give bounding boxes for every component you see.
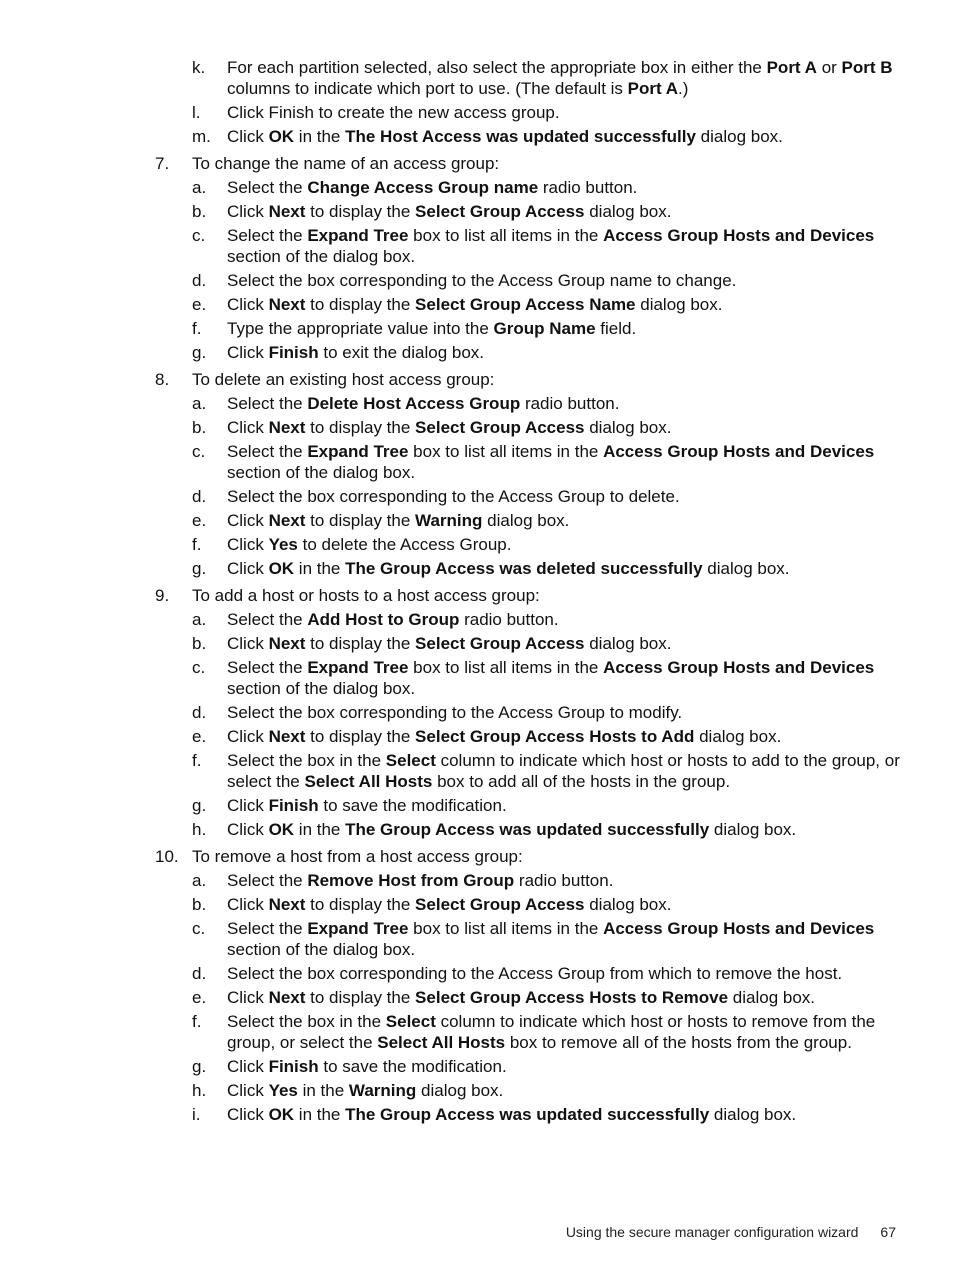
ui-term: Warning [348,1081,417,1100]
substep-letter: d. [192,487,207,506]
text-run: Select the [227,178,308,197]
ui-term: Delete Host Access Group [307,394,521,413]
text-run: section of the dialog box. [227,940,416,959]
text-run: dialog box. [584,634,672,653]
substep-item [155,201,900,222]
ui-term: Add Host to Group [307,610,460,629]
text-run: Select the [227,919,308,938]
ui-term: OK [268,1105,295,1124]
item-text [227,487,680,506]
substep-item [155,102,900,123]
text-run: Click [227,988,269,1007]
item-text [227,58,893,98]
item-text [227,271,736,290]
ui-term: Finish [268,1057,319,1076]
item-text [227,871,613,890]
item-text [227,202,671,221]
text-run: Click [227,634,269,653]
text-run: Select the box in the [227,1012,386,1031]
ui-term: Change Access Group name [307,178,539,197]
text-run: section of the dialog box. [227,463,416,482]
text-run: in the [297,1081,349,1100]
ui-term: Yes [268,1081,298,1100]
substep-item [155,318,900,339]
text-run: Click [227,1057,269,1076]
ui-term: Select Group Access Hosts to Add [415,727,695,746]
text-run: to save the modification. [318,796,507,815]
ui-term: Select All Hosts [377,1033,506,1052]
item-text [227,727,781,746]
text-run: to display the [305,727,416,746]
ui-term: Port A [627,79,679,98]
substep-item [155,270,900,291]
substep-item [155,534,900,555]
text-run: Select the [227,394,308,413]
ui-term: Expand Tree [307,226,409,245]
step-number: 8. [155,370,170,389]
step-item [155,585,900,606]
ui-term: Remove Host from Group [307,871,515,890]
footer-title: Using the secure manager configuration wizard [565,1224,859,1240]
text-run: Click [227,343,269,362]
text-run: Click [227,535,269,554]
substep-letter: g. [192,796,207,815]
substep-letter: f. [192,535,202,554]
item-text [192,370,494,389]
text-run: in the [294,820,346,839]
ui-term: The Group Access was deleted successfully [345,559,703,578]
text-run: field. [595,319,637,338]
text-run: to exit the dialog box. [318,343,485,362]
text-run: Click [227,559,269,578]
text-run: dialog box. [482,511,570,530]
text-run: to display the [305,418,416,437]
step-number: 10. [155,847,179,866]
item-text [227,559,790,578]
ui-term: Next [268,511,306,530]
text-run: dialog box. [584,418,672,437]
item-text [227,442,874,482]
ui-term: Select All Hosts [304,772,433,791]
substep-item [155,870,900,891]
step-number: 9. [155,586,170,605]
ui-term: Select Group Access [415,634,585,653]
text-run: to display the [305,202,416,221]
text-run: dialog box. [709,1105,797,1124]
ui-term: Expand Tree [307,442,409,461]
text-run: box to remove all of the hosts from the group. [505,1033,852,1052]
text-run: dialog box. [694,727,782,746]
item-text [227,295,722,314]
item-text [227,535,511,554]
substep-item [155,1056,900,1077]
substep-item [155,225,900,267]
text-run: dialog box. [695,127,783,146]
item-text [227,1081,503,1100]
item-text [227,658,874,698]
text-run: To add a host or hosts to a host access group: [192,586,540,605]
text-run: columns to indicate which port to use. (The default is [227,79,628,98]
text-run: column to indicate which host or hosts to add to the group, or select the [227,751,900,791]
substep-letter: f. [192,751,202,770]
substep-letter: b. [192,418,207,437]
ui-term: Select Group Access Name [415,295,636,314]
ui-term: Next [268,295,306,314]
substep-item [155,177,900,198]
substep-letter: d. [192,271,207,290]
text-run: To change the name of an access group: [192,154,500,173]
text-run: Type the appropriate value into the [227,319,494,338]
substep-item [155,441,900,483]
ui-term: Next [268,727,306,746]
ui-term: Next [268,895,306,914]
text-run: Select the box corresponding to the Access Group name to change. [227,271,737,290]
text-run: Click [227,202,269,221]
ui-term: OK [268,559,295,578]
ui-term: Port A [766,58,817,77]
substep-item [155,750,900,792]
text-run: Click [227,796,269,815]
substep-item [155,126,900,147]
substep-item [155,57,900,99]
substep-item [155,918,900,960]
text-run: box to list all items in the [408,658,604,677]
text-run: For each partition selected, also select the appropriate box in either the [227,58,767,77]
text-run: box to list all items in the [408,226,604,245]
text-run: radio button. [520,394,620,413]
item-text [227,796,507,815]
step-item [155,846,900,867]
item-text [227,1057,507,1076]
item-text [192,586,540,605]
substep-item [155,633,900,654]
text-run: section of the dialog box. [227,247,416,266]
text-run: to display the [305,295,416,314]
item-text [227,127,783,146]
item-text [227,319,636,338]
page-footer [566,1222,896,1243]
ui-term: Group Name [493,319,596,338]
substep-item [155,486,900,507]
text-run: dialog box. [635,295,723,314]
procedure-list [155,54,900,1125]
text-run: radio button. [538,178,638,197]
substep-item [155,795,900,816]
text-run: to save the modification. [318,1057,507,1076]
substep-letter: a. [192,178,207,197]
substep-letter: a. [192,610,207,629]
text-run: Click [227,295,269,314]
item-text [227,103,560,122]
substep-letter: g. [192,1057,207,1076]
substep-item [155,657,900,699]
ui-term: Expand Tree [307,919,409,938]
substep-letter: e. [192,988,207,1007]
ui-term: Port B [841,58,893,77]
text-run: dialog box. [584,202,672,221]
substep-item [155,609,900,630]
text-run: Select the [227,871,308,890]
text-run: box to list all items in the [408,919,604,938]
ui-term: Select Group Access [415,202,585,221]
substep-letter: i. [192,1105,201,1124]
substep-letter: k. [192,58,206,77]
text-run: in the [294,1105,346,1124]
substep-letter: d. [192,964,207,983]
substep-letter: h. [192,820,207,839]
text-run: radio button. [459,610,559,629]
text-run: To delete an existing host access group: [192,370,495,389]
text-run: Select the box corresponding to the Access Group from which to remove the host. [227,964,843,983]
ui-term: Access Group Hosts and Devices [603,658,875,677]
item-text [227,226,874,266]
substep-letter: e. [192,511,207,530]
step-number: 7. [155,154,170,173]
ui-term: Yes [268,535,298,554]
text-run: Select the box in the [227,751,386,770]
substep-letter: a. [192,871,207,890]
item-text [227,394,619,413]
substep-item [155,726,900,747]
text-run: in the [294,559,346,578]
item-text [227,634,671,653]
ui-term: Select Group Access Hosts to Remove [415,988,729,1007]
ui-term: OK [268,127,295,146]
ui-term: Next [268,202,306,221]
substep-item [155,1104,900,1125]
item-text [227,988,815,1007]
substep-letter: c. [192,442,206,461]
item-text [227,895,671,914]
ui-term: The Host Access was updated successfully [345,127,696,146]
item-text [227,703,682,722]
ui-term: Next [268,634,306,653]
text-run: Click [227,418,269,437]
substep-item [155,702,900,723]
text-run: Click [227,1105,269,1124]
ui-term: OK [268,820,295,839]
ui-term: Expand Tree [307,658,409,677]
ui-term: The Group Access was updated successfully [345,1105,710,1124]
text-run: .) [678,79,689,98]
text-run: dialog box. [728,988,816,1007]
text-run: Select the box corresponding to the Access Group to modify. [227,703,683,722]
text-run: Click [227,895,269,914]
substep-item [155,819,900,840]
substep-letter: e. [192,295,207,314]
text-run: Click Finish to create the new access group. [227,103,560,122]
substep-item [155,963,900,984]
text-run: to display the [305,511,416,530]
item-text [227,343,484,362]
substep-letter: f. [192,319,202,338]
text-run: Select the box corresponding to the Access Group to delete. [227,487,680,506]
step-item [155,153,900,174]
text-run: Click [227,1081,269,1100]
substep-item [155,417,900,438]
substep-item [155,558,900,579]
text-run: Select the [227,610,308,629]
substep-item [155,342,900,363]
item-text [227,1012,875,1052]
item-text [192,847,523,866]
substep-letter: g. [192,343,207,362]
text-run: or [816,58,842,77]
text-run: To remove a host from a host access group: [192,847,523,866]
substep-letter: a. [192,394,207,413]
substep-letter: b. [192,202,207,221]
text-run: to display the [305,634,416,653]
text-run: section of the dialog box. [227,679,416,698]
item-text [227,820,796,839]
text-run: to display the [305,895,416,914]
text-run: box to list all items in the [408,442,604,461]
substep-item [155,393,900,414]
text-run: to delete the Access Group. [297,535,512,554]
ui-term: Warning [415,511,483,530]
text-run: Select the [227,226,308,245]
ui-term: Finish [268,796,319,815]
substep-item [155,1011,900,1053]
text-run: dialog box. [709,820,797,839]
text-run: Click [227,511,269,530]
substep-letter: d. [192,703,207,722]
substep-letter: c. [192,226,206,245]
item-text [227,418,671,437]
text-run: Click [227,820,269,839]
ui-term: Finish [268,343,319,362]
substep-letter: e. [192,727,207,746]
item-text [227,610,559,629]
substep-letter: f. [192,1012,202,1031]
item-text [227,964,842,983]
ui-term: Select [385,1012,436,1031]
substep-letter: h. [192,1081,207,1100]
text-run: dialog box. [584,895,672,914]
step-item [155,369,900,390]
substep-letter: g. [192,559,207,578]
item-text [227,919,874,959]
item-text [227,511,569,530]
item-text [227,178,637,197]
item-text [227,751,900,791]
substep-letter: b. [192,895,207,914]
ui-term: Select Group Access [415,418,585,437]
item-text [192,154,499,173]
text-run: column to indicate which host or hosts to remove from the group, or select the [227,1012,876,1052]
ui-term: Select Group Access [415,895,585,914]
ui-term: Access Group Hosts and Devices [603,442,875,461]
ui-term: Select [385,751,436,770]
substep-letter: c. [192,658,206,677]
substep-item [155,894,900,915]
text-run: Select the [227,442,308,461]
text-run: in the [294,127,346,146]
item-text [227,1105,796,1124]
ui-term: The Group Access was updated successfully [345,820,710,839]
text-run: Click [227,727,269,746]
text-run: to display the [305,988,416,1007]
text-run: Click [227,127,269,146]
substep-letter: b. [192,634,207,653]
text-run: radio button. [514,871,614,890]
ui-term: Next [268,418,306,437]
ui-term: Access Group Hosts and Devices [603,919,875,938]
substep-item [155,510,900,531]
ui-term: Next [268,988,306,1007]
substep-item [155,987,900,1008]
substep-letter: m. [192,127,211,146]
text-run: box to add all of the hosts in the group. [432,772,731,791]
ui-term: Access Group Hosts and Devices [603,226,875,245]
text-run: dialog box. [416,1081,504,1100]
text-run: dialog box. [702,559,790,578]
page-number: 67 [880,1224,896,1240]
substep-item [155,1080,900,1101]
substep-letter: l. [192,103,201,122]
text-run: Select the [227,658,308,677]
substep-letter: c. [192,919,206,938]
substep-item [155,294,900,315]
